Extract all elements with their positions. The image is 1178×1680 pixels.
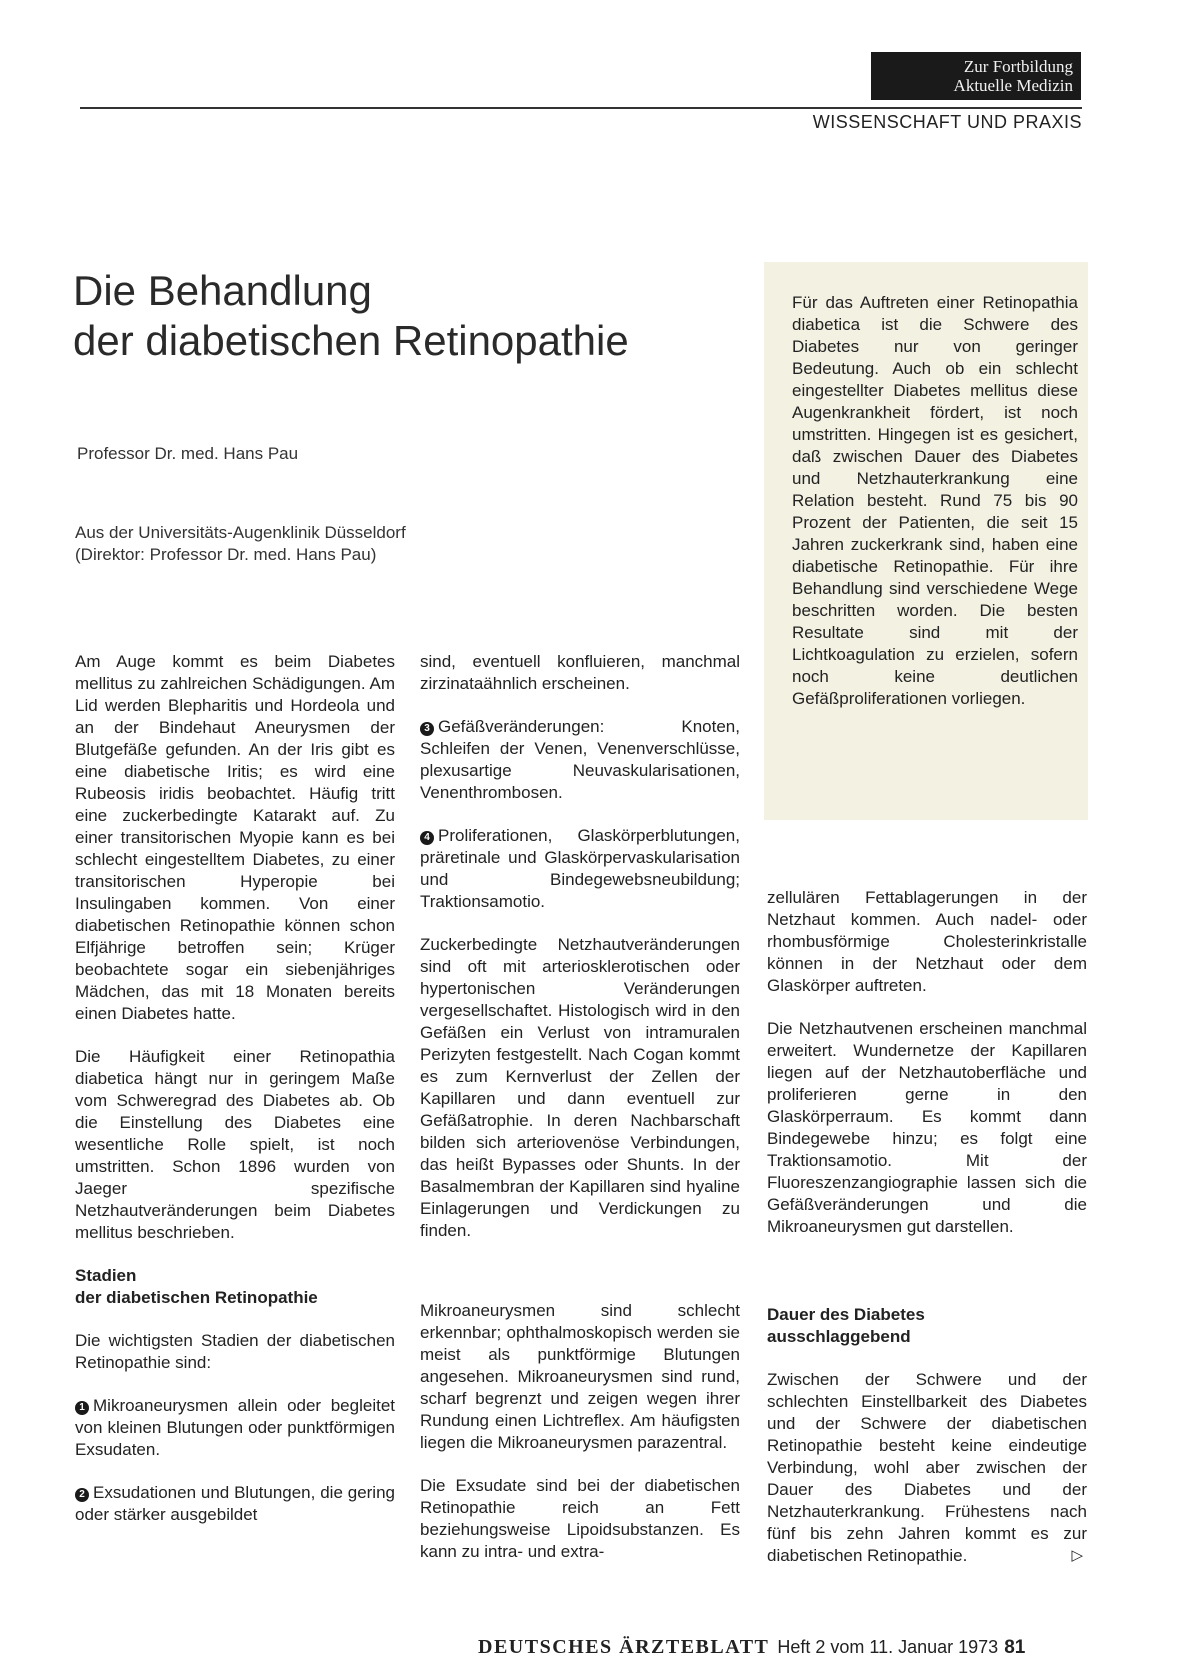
column-1 (75, 651, 395, 1526)
paragraph: Die Netzhautvenen erscheinen manchmal erweitert. Wundernetze der Kapillaren liegen auf der Netzhautoberfläche und proliferieren gerne in den Glaskörperraum. Es kommt dann Bindegewebe hinzu; es folgt eine Traktionsamotio. Mit der Fluoreszenzangiographie lassen sich die Gefäßveränderungen und die Mikroaneurysmen gut darstellen. (767, 1019, 1087, 1236)
paragraph: sind, eventuell konfluieren, manchmal zirzinataähnlich erscheinen. (420, 652, 740, 693)
header-rule (80, 107, 1082, 109)
heading-line-1: Dauer des Diabetes (767, 1305, 925, 1324)
heading-line-2: der diabetischen Retinopathie (75, 1288, 318, 1307)
article-title (73, 266, 629, 366)
paragraph: Die Exsudate sind bei der diabetischen Retinopathie reich an Fett beziehungsweise Lipoidsubstanzen. Es kann zu intra- und extra- (420, 1476, 740, 1561)
heading-line-2: ausschlaggebend (767, 1327, 911, 1346)
column-2-lower (420, 1300, 740, 1584)
badge-line-2: Aktuelle Medizin (953, 76, 1073, 95)
paragraph (767, 1369, 1087, 1567)
column-2 (420, 651, 740, 1263)
column-3-lower (767, 1304, 1087, 1588)
stage-number-2-icon: 2 (75, 1488, 89, 1502)
stage-text: Exsudationen und Blutungen, die gering oder stärker ausgebildet (75, 1483, 395, 1524)
badge-line-1: Zur Fortbildung (963, 57, 1073, 76)
page-number: 81 (1004, 1637, 1026, 1658)
paragraph: Am Auge kommt es beim Diabetes mellitus zu zahlreichen Schädigungen. Am Lid werden Blepharitis und Hordeola und an der Bindehaut Aneurysmen der Blutgefäße gefunden. An der Iris gibt es eine diabetische Iritis; es wird eine Rubeosis iridis beobachtet. Häufig tritt eine zuckerbedingte Katarakt auf. Zu einer transitorischen Myopie kann es bei schlecht eingestelltem Diabetes, zu einer transitorischen Hyperopie bei Insulingaben kommen. Von einer diabetischen Retinopathie können schon Elfjährige betroffen sein; Krüger beobachtete sogar ein siebenjähriges Mädchen, das mit 18 Monaten bereits einen Diabetes hatte. (75, 652, 395, 1023)
stage-text: Mikroaneurysmen allein oder begleitet von kleinen Blutungen oder punktförmigen Exsudaten. (75, 1396, 395, 1459)
stage-number-3-icon: 3 (420, 722, 434, 736)
title-line-1: Die Behandlung (73, 267, 372, 314)
stage-item (75, 1395, 395, 1461)
affiliation-line-2: (Direktor: Professor Dr. med. Hans Pau) (75, 545, 377, 564)
abstract-text: Für das Auftreten einer Retinopathia diabetica ist die Schwere des Diabetes nur von geringer Bedeutung. Auch ob ein schlecht eingestellter Diabetes mellitus diese Augenkrankheit fördert, ist noch umstritten. Hingegen ist es gesichert, daß zwischen Dauer des Diabetes und Netzhauterkrankung eine Relation besteht. Rund 75 bis 90 Prozent der Patienten, die seit 15 Jahren zuckerkrank sind, haben eine diabetische Retinopathie. Für ihre Behandlung sind verschiedene Wege beschritten worden. Die besten Resultate sind mit der Lichtkoagulation zu erzielen, sofern noch keine deutlichen Gefäßproliferationen vorliegen. (792, 293, 1078, 708)
affiliation (75, 522, 406, 566)
page-footer (478, 1636, 1025, 1659)
stage-text: Gefäßveränderungen: Knoten, Schleifen der Venen, Venenverschlüsse, plexusartige Neuvaskularisationen, Venenthrombosen. (420, 717, 740, 802)
section-badge (871, 52, 1081, 100)
section-label: WISSENSCHAFT UND PRAXIS (812, 112, 1082, 132)
journal-name: DEUTSCHES ÄRZTEBLATT (478, 1636, 770, 1658)
affiliation-line-1: Aus der Universitäts-Augenklinik Düsseldorf (75, 523, 406, 542)
stage-item (420, 716, 740, 804)
paragraph: Mikroaneurysmen sind schlecht erkennbar; ophthalmoskopisch werden sie meist als punktförmige Blutungen angesehen. Mikroaneurysmen sind rund, scharf begrenzt und zeigen wegen ihrer Rundung einen Lichtreflex. Am häufigsten liegen die Mikroaneurysmen parazentral. (420, 1301, 740, 1452)
author: Professor Dr. med. Hans Pau (77, 444, 299, 463)
heading-line-1: Stadien (75, 1266, 137, 1285)
stage-text: Proliferationen, Glaskörperblutungen, präretinale und Glaskörpervaskularisation und Bindegewebsneubildung; Traktionsamotio. (420, 826, 740, 911)
paragraph-text: Zwischen der Schwere und der schlechten Einstellbarkeit des Diabetes und der Schwere der diabetischen Retinopathie besteht keine eindeutige Verbindung, wohl aber zwischen der Dauer des Diabetes und der Netzhauterkrankung. Frühestens nach fünf bis zehn Jahren kommt es zur diabetischen Retinopathie. (767, 1370, 1087, 1565)
paragraph: Zuckerbedingte Netzhautveränderungen sind oft mit arteriosklerotischen oder hypertonischen Veränderungen vergesellschaftet. Histologisch wird in den Gefäßen ein Verlust von intramuralen Perizyten festgestellt. Nach Cogan kommt es zum Kernverlust der Zellen der Kapillaren und dann eventuell zur Gefäßatrophie. In deren Nachbarschaft bilden sich arteriovenöse Verbindungen, das heißt Bypasses oder Shunts. In der Basalmembran der Kapillaren sind hyaline Einlagerungen und Verdickungen zu finden. (420, 935, 740, 1240)
stage-item (75, 1482, 395, 1526)
column-3 (767, 887, 1087, 1259)
continue-arrow-icon: ▷ (1071, 1547, 1083, 1564)
paragraph: Die Häufigkeit einer Retinopathia diabetica hängt nur in geringem Maße vom Schweregrad des Diabetes ab. Ob die Einstellung des Diabetes eine wesentliche Rolle spielt, ist noch umstritten. Schon 1896 wurden von Jaeger spezifische Netzhautveränderungen beim Diabetes mellitus beschrieben. (75, 1047, 395, 1242)
issue-info: Heft 2 vom 11. Januar 1973 (777, 1637, 999, 1657)
paragraph: zellulären Fettablagerungen in der Netzhaut kommen. Auch nadel- oder rhombusförmige Cholesterinkristalle können in der Netzhaut oder dem Glaskörper auftreten. (767, 888, 1087, 995)
stage-item (420, 825, 740, 913)
paragraph: Die wichtigsten Stadien der diabetischen Retinopathie sind: (75, 1331, 395, 1372)
abstract-box (764, 262, 1088, 820)
stage-number-1-icon: 1 (75, 1401, 89, 1415)
title-line-2: der diabetischen Retinopathie (73, 317, 629, 364)
section-heading (75, 1265, 395, 1309)
stage-number-4-icon: 4 (420, 831, 434, 845)
section-heading (767, 1304, 1087, 1348)
